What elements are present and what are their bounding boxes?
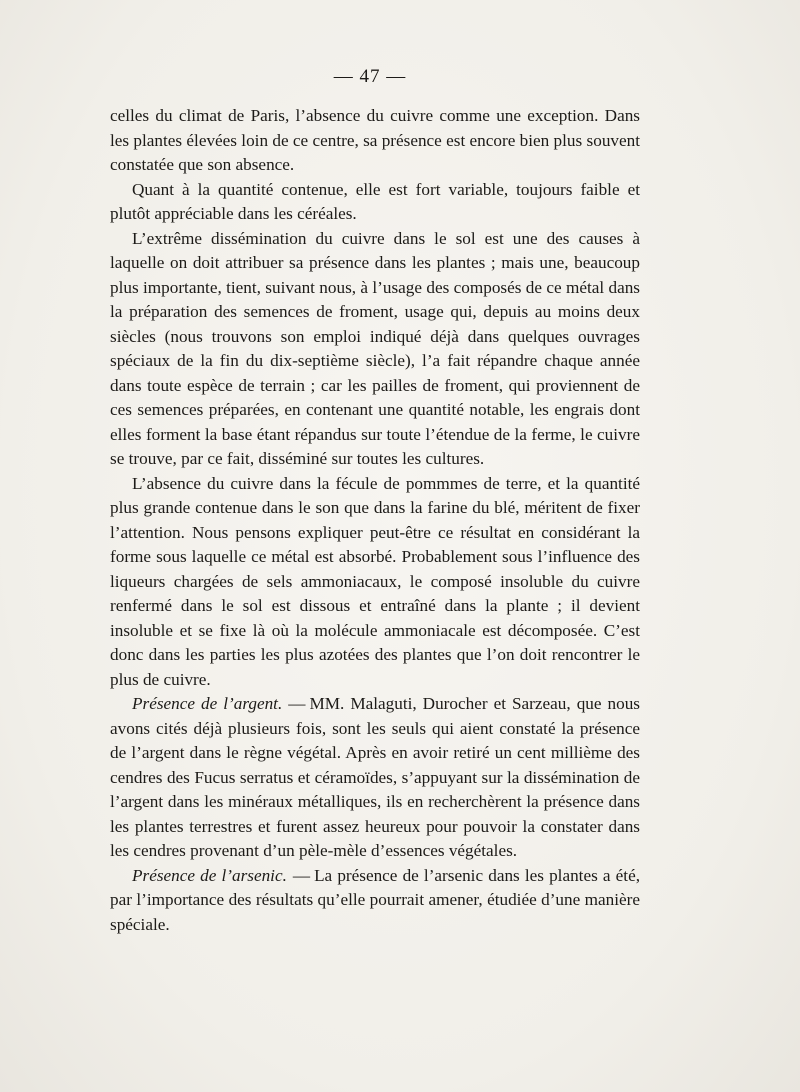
paragraph-4: L’absence du cuivre dans la fécule de pommmes de terre, et la quantité plus grande contenue dans le son que dans la farine du blé, méritent de fixer l’attention. Nous pensons expliquer peut-être ce résultat en considérant la forme sous laquelle ce métal est absorbé. Probablement sous l’influence des liqueurs chargées de sels ammoniacaux, le composé insoluble du cuivre renfermé dans le sol est dissous et entraîné dans la plante ; il devient insoluble et se fixe là où la molécule ammoniacale est décomposée. C’est donc dans les parties les plus azotées des plantes que l’on doit rencontrer le plus de cuivre. bbox=[110, 473, 640, 689]
paragraph-5 bbox=[110, 692, 640, 864]
section-title-argent: Présence de l’argent. bbox=[132, 694, 283, 713]
section-title-arsenic: Présence de l’arsenic. bbox=[132, 865, 287, 885]
paragraph-6 bbox=[110, 864, 640, 938]
paragraph-3: L’extrême dissémination du cuivre dans le sol est une des causes à laquelle on doit attribuer sa présence dans les plantes ; mais une, beaucoup plus importante, tient, suivant nous, à l’usage des composés de ce métal dans la préparation des semences de froment, usage qui, depuis au moins deux siècles (nous trouvons son emploi indiqué déjà dans quelques ouvrages spéciaux de la fin du dix-septième siècle), l’a fait répandre chaque année dans toute espèce de terrain ; car les pailles de froment, qui proviennent de ces semences préparées, en contenant une quantité notable, les engrais dont elles forment la base étant répandus sur toute l’étendue de la ferme, le cuivre se trouve, par ce fait, disséminé sur toutes les cultures. bbox=[110, 228, 640, 468]
paragraph-1: celles du climat de Paris, l’absence du cuivre comme une exception. Dans les plantes élevées loin de ce centre, sa présence est encore bien plus souvent constatée que son absence. bbox=[110, 106, 640, 174]
title-dash: — bbox=[288, 694, 306, 713]
title-dash: — bbox=[292, 865, 311, 885]
paragraph-6-text: La présence de l’arsenic dans les plantes a été, par l’importance des résultats qu’elle pourrait amener, étudiée d’une manière spéciale. bbox=[110, 865, 640, 934]
paragraph-5-text: MM. Malaguti, Durocher et Sarzeau, que nous avons cités déjà plusieurs fois, sont les seuls qui aient constaté la présence de l’argent dans le règne végétal. Après en avoir retiré un cent millième des cendres des Fucus serratus et céramoïdes, s’appuyant sur la dissémination de l’argent dans les minéraux métalliques, ils en recherchèrent la présence dans les plantes terrestres et furent assez heureux pour pouvoir la constater dans les cendres provenant d’un pèle-mèle d’essences végétales. bbox=[110, 694, 640, 860]
body-text bbox=[110, 104, 640, 937]
page-number: — 47 — bbox=[333, 66, 407, 87]
paragraph-2: Quant à la quantité contenue, elle est fort variable, toujours faible et plutôt appréciable dans les céréales. bbox=[110, 179, 640, 223]
